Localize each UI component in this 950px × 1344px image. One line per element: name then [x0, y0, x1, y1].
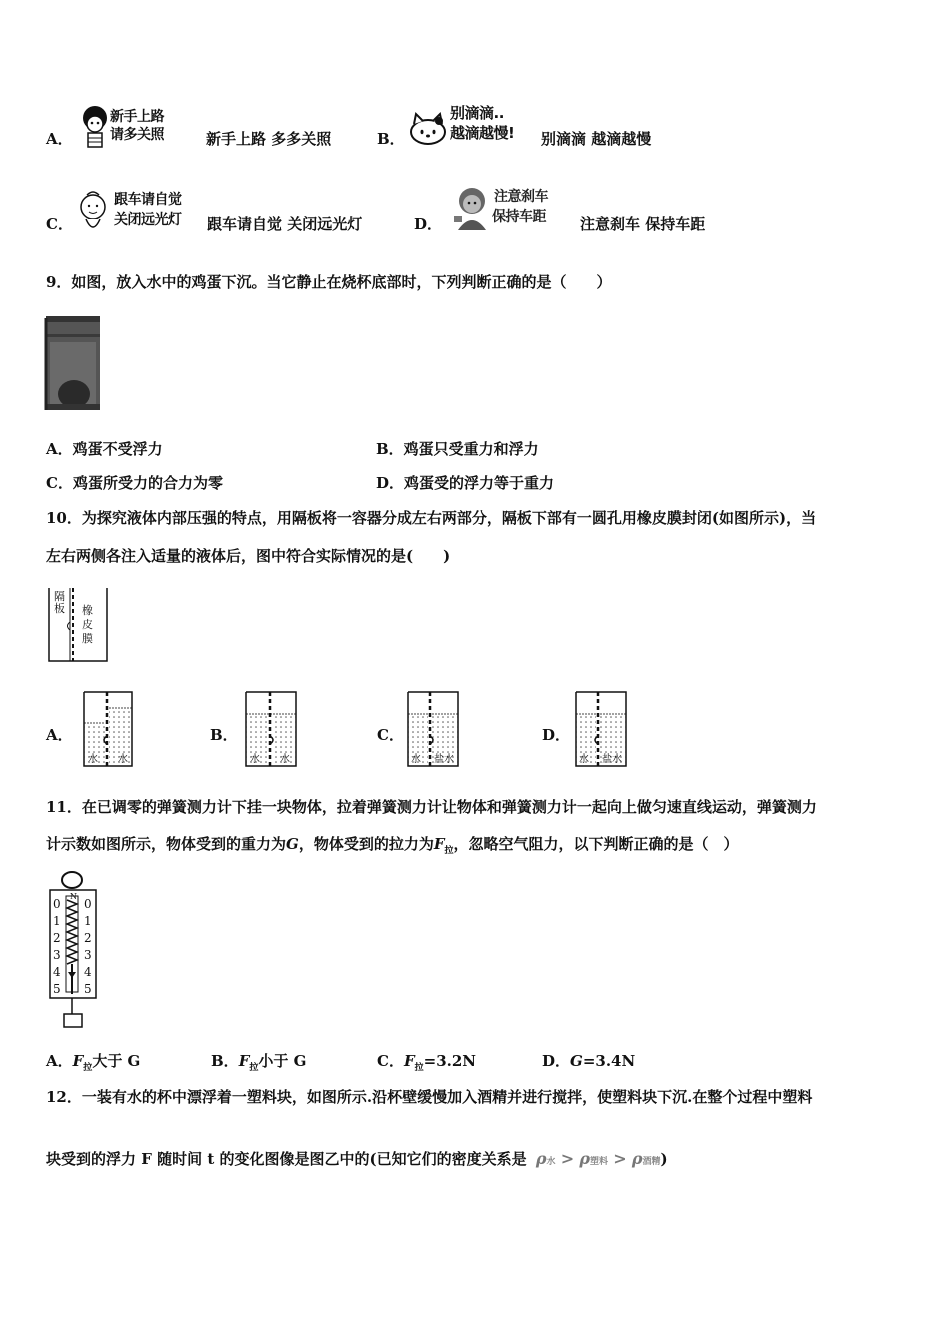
q11-stem-line1: 11．在已调零的弹簧测力计下挂一块物体，拉着弹簧测力计让物体和弹簧测力计一起向上做匀速直线运动，弹簧测力 — [46, 798, 817, 816]
tick-label: 2 — [53, 931, 61, 945]
right-liquid-label: 水 — [280, 754, 290, 765]
fig-label: 板 — [54, 602, 65, 615]
fig-label: 橡 — [82, 604, 93, 617]
left-liquid-label: 水 — [250, 754, 260, 765]
subscript: 拉 — [414, 1063, 424, 1073]
var: F — [72, 1052, 84, 1070]
fig-label: 膜 — [82, 632, 93, 645]
option-letter: A． — [46, 1052, 73, 1070]
beaker-egg-figure — [44, 314, 102, 412]
sign-line1: 跟车请自觉 — [114, 192, 182, 208]
var: F — [238, 1052, 250, 1070]
q9-option-b[interactable]: B．鸡蛋只受重力和浮力 — [376, 440, 539, 458]
subscript: 拉 — [249, 1063, 259, 1073]
subscript: 拉 — [83, 1063, 93, 1073]
sign-line2: 关闭远光灯 — [114, 212, 182, 228]
q11-option-a[interactable] — [46, 1050, 140, 1073]
option-letter: B． — [377, 130, 405, 148]
fig-label: 隔 — [54, 590, 65, 603]
stem-text: 块受到的浮力 F 随时间 t 的变化图像是图乙中的(已知它们的密度关系是 — [46, 1150, 527, 1168]
left-liquid-label: 水 — [411, 754, 421, 765]
option-text: 大于 G — [92, 1052, 141, 1070]
girl-icon — [80, 104, 110, 150]
q9-option-a[interactable]: A．鸡蛋不受浮力 — [46, 440, 163, 458]
stem-text: ，物体受到的拉力为 — [298, 835, 434, 853]
sign-image — [452, 186, 572, 234]
cartoon-face-icon — [78, 191, 108, 235]
q11-option-c[interactable] — [377, 1050, 476, 1073]
sign-image — [408, 106, 540, 150]
q9-stem: 9．如图，放入水中的鸡蛋下沉。当它静止在烧杯底部时，下列判断正确的是（ ） — [46, 273, 612, 291]
option-letter: C． — [377, 1052, 404, 1070]
tick-label: 0 — [84, 897, 92, 911]
option-caption: 注意刹车 保持车距 — [580, 215, 706, 233]
sign-line2: 越滴越慢! — [450, 124, 515, 142]
stem-text: ，忽略空气阻力，以下判断正确的是（ ） — [453, 835, 739, 853]
stem-text: 计示数如图所示，物体受到的重力为 — [46, 835, 287, 853]
tick-label: 4 — [84, 965, 92, 979]
rho-symbol: ρ — [579, 1149, 590, 1168]
option-letter: C． — [46, 215, 73, 233]
q12-stem-line1: 12．一装有水的杯中漂浮着一塑料块，如图所示.沿杯壁缓慢加入酒精并进行搅拌，使塑料块下沉.在整个过程中塑料 — [46, 1088, 813, 1106]
sign-image — [80, 104, 198, 150]
spring-scale-figure — [44, 870, 104, 1030]
close-paren: ) — [660, 1150, 668, 1168]
fig-label: 皮 — [82, 618, 93, 631]
option-caption: 跟车请自觉 关闭远光灯 — [207, 215, 363, 233]
q10-stem-line2: 左右两侧各注入适量的液体后，图中符合实际情况的是( ) — [46, 547, 451, 565]
right-liquid-label: 水 — [118, 754, 128, 765]
tick-label: 1 — [53, 914, 61, 928]
tick-label: 4 — [53, 965, 61, 979]
right-liquid-label: 盐水 — [434, 754, 454, 765]
q12-stem-line2 — [46, 1148, 668, 1169]
option-letter: B． — [210, 726, 238, 744]
option-letter: C． — [377, 726, 404, 744]
option-letter: A． — [46, 130, 73, 148]
tick-label: 1 — [84, 914, 92, 928]
rho-symbol: ρ — [535, 1149, 547, 1168]
option-text: =3.2N — [423, 1052, 477, 1070]
q11-option-b[interactable] — [211, 1050, 306, 1073]
gt-symbol: > — [613, 1149, 627, 1168]
sign-line1: 注意刹车 — [494, 189, 548, 205]
q11-stem-line2 — [46, 833, 739, 856]
rho-symbol: ρ — [631, 1149, 643, 1168]
left-liquid-label: 水 — [88, 754, 98, 765]
option-letter: D． — [414, 215, 443, 233]
tick-label: 5 — [84, 982, 92, 996]
var-f: F — [433, 835, 445, 853]
sign-line2: 保持车距 — [492, 209, 546, 225]
subscript: 水 — [546, 1157, 556, 1167]
gt-symbol: > — [560, 1149, 575, 1168]
option-letter: D． — [542, 1052, 571, 1070]
option-text: 小于 G — [258, 1052, 307, 1070]
sign-image — [78, 190, 204, 236]
option-letter: D． — [542, 726, 571, 744]
option-letter: A． — [46, 726, 73, 744]
var: F — [403, 1052, 415, 1070]
tick-label: 5 — [53, 982, 61, 996]
kitty-icon — [408, 110, 448, 150]
subscript: 塑料 — [589, 1157, 608, 1167]
q11-option-d[interactable] — [542, 1050, 635, 1071]
var-g: G — [286, 835, 299, 853]
tick-label: 3 — [53, 948, 61, 962]
sign-line1: 别滴滴.. — [450, 104, 504, 122]
right-liquid-label: 盐水 — [602, 754, 622, 765]
subscript: 酒精 — [642, 1157, 661, 1167]
q10-stem-line1: 10．为探究液体内部压强的特点，用隔板将一容器分成左右两部分，隔板下部有一圆孔用橡皮膜封闭(如图所示)，当 — [46, 509, 817, 527]
sign-line1: 新手上路 — [110, 109, 164, 125]
tick-label: 2 — [84, 931, 92, 945]
sign-line2: 请多关照 — [110, 127, 164, 143]
tick-label: 0 — [53, 897, 61, 911]
option-text: =3.4N — [582, 1052, 636, 1070]
subscript: 拉 — [444, 846, 454, 856]
tick-label: 3 — [84, 948, 92, 962]
scale-unit: N — [70, 892, 77, 901]
option-caption: 新手上路 多多关照 — [206, 130, 332, 148]
option-letter: B． — [211, 1052, 239, 1070]
boy-icon — [452, 186, 492, 232]
option-caption: 别滴滴 越滴越慢 — [541, 130, 652, 148]
left-liquid-label: 水 — [579, 754, 589, 765]
var: G — [570, 1052, 583, 1070]
q9-option-c[interactable]: C．鸡蛋所受力的合力为零 — [46, 474, 223, 492]
q10-setup-figure — [46, 586, 110, 664]
q9-option-d[interactable]: D．鸡蛋受的浮力等于重力 — [376, 474, 555, 492]
